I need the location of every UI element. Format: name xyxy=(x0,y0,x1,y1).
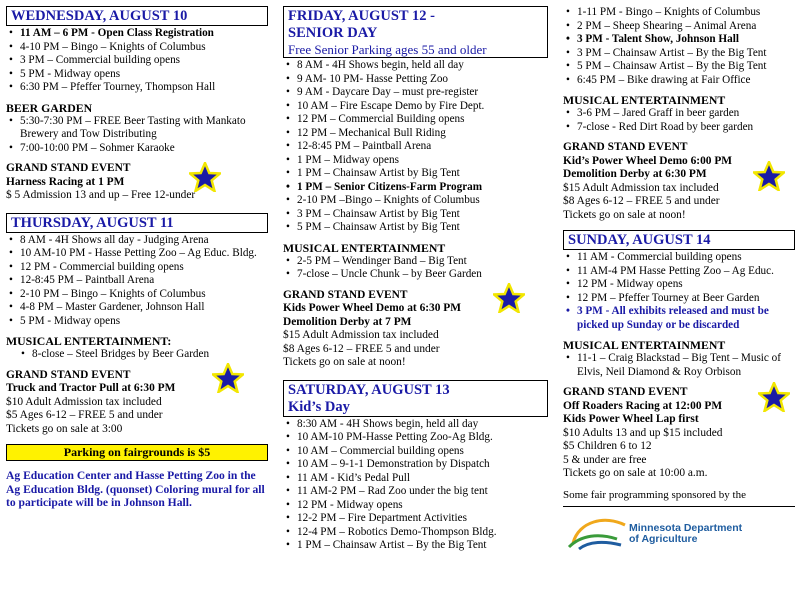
list-item: • 7-close – Uncle Chunk – by Beer Garden xyxy=(283,268,548,282)
list-item: • 3-6 PM – Jared Graff in beer garden xyxy=(563,107,795,121)
list-item: • 10 AM – Commercial building opens xyxy=(283,445,548,459)
wednesday-list xyxy=(6,27,268,95)
star-icon xyxy=(189,162,221,192)
list-item: • 2 PM – Sheep Shearing – Animal Arena xyxy=(563,20,795,34)
friday-header xyxy=(283,6,548,58)
list-item: • 11 AM-4 PM Hasse Petting Zoo – Ag Educ. xyxy=(563,265,795,279)
list-item: • 10 AM – 9-1-1 Demonstration by Dispatch xyxy=(283,458,548,472)
thursday-list xyxy=(6,234,268,329)
thursday-music-list xyxy=(6,348,268,362)
grand-stand-line: Tickets go on sale at 10:00 a.m. xyxy=(563,467,708,479)
list-item: • 8 AM - 4H Shows begin, held all day xyxy=(283,59,548,73)
list-item: • 11 AM-2 PM – Rad Zoo under the big tent xyxy=(283,485,548,499)
wednesday-header: WEDNESDAY, AUGUST 10 xyxy=(6,6,268,26)
column-middle xyxy=(283,6,548,553)
list-item: • 8:30 AM - 4H Shows begin, held all day xyxy=(283,418,548,432)
musical-entertainment-heading: MUSICAL ENTERTAINMENT xyxy=(563,93,726,107)
grand-stand-line: Tickets go on sale at noon! xyxy=(563,208,686,221)
grand-stand-event: Truck and Tractor Pull at 6:30 PM xyxy=(6,382,176,394)
list-item: • 11 AM - Commercial building opens xyxy=(563,251,795,265)
saturday-music-list xyxy=(563,107,795,134)
grand-stand-event: Off Roaders Racing at 12:00 PM xyxy=(563,399,723,412)
friday-title: FRIDAY, AUGUST 12 - xyxy=(288,8,435,24)
musical-entertainment-heading: MUSICAL ENTERTAINMENT: xyxy=(6,334,172,348)
list-item: • 5 PM - Midway opens xyxy=(6,315,268,329)
star-icon xyxy=(753,161,785,191)
list-item: • 4-10 PM – Bingo – Knights of Columbus xyxy=(6,41,268,55)
mda-logo-icon xyxy=(565,513,629,551)
friday-list xyxy=(283,59,548,235)
grand-stand-event: Demolition Derby at 7 PM xyxy=(283,315,412,328)
list-item: • 5:30-7:30 PM – FREE Beer Tasting with Mankato Brewery and Tow Distributing xyxy=(6,115,268,142)
saturday-title: SATURDAY, AUGUST 13 xyxy=(288,381,450,398)
grand-stand-event: Harness Racing at 1 PM xyxy=(6,175,125,188)
list-item: • 3 PM – Commercial building opens xyxy=(6,54,268,68)
grand-stand-line: $8 Ages 6-12 – FREE 5 and under xyxy=(283,342,440,355)
list-item: • 11-1 – Craig Blackstad – Big Tent – Music of Elvis, Neil Diamond & Roy Orbison xyxy=(563,352,795,379)
grand-stand-line: $10 Adults 13 and up $15 included xyxy=(563,426,723,439)
grand-stand-heading: GRAND STAND EVENT xyxy=(283,288,408,301)
list-item: • 4-8 PM – Master Gardener, Johnson Hall xyxy=(6,301,268,315)
list-item: • 1 PM – Chainsaw Artist – By the Big Tent xyxy=(283,539,548,553)
grand-stand-event: Demolition Derby at 6:30 PM xyxy=(563,168,707,180)
list-item: • 3 PM - Talent Show, Johnson Hall xyxy=(563,33,795,47)
list-item: • 1 PM – Midway opens xyxy=(283,154,548,168)
grand-stand-line: Tickets go on sale at noon! xyxy=(283,356,406,368)
list-item: • 9 AM- 10 PM- Hasse Petting Zoo xyxy=(283,73,548,87)
grand-stand-line: $5 Children 6 to 12 xyxy=(563,440,652,452)
grand-stand-saturday xyxy=(563,141,795,222)
grand-stand-admission: $ 5 Admission 13 and up – Free 12-under xyxy=(6,189,196,201)
grand-stand-thursday xyxy=(6,369,268,437)
sponsor-note: Some fair programming sponsored by the xyxy=(563,489,795,507)
grand-stand-line: $15 Adult Admission tax included xyxy=(563,181,719,194)
grand-stand-friday xyxy=(283,289,548,370)
column-right xyxy=(563,6,795,551)
list-item: • 6:45 PM – Bike drawing at Fair Office xyxy=(563,74,795,88)
grand-stand-heading: GRAND STAND EVENT xyxy=(563,386,688,398)
list-item: • 10 AM-10 PM-Hasse Petting Zoo-Ag Bldg. xyxy=(283,431,548,445)
friday-subtitle: Free Senior Parking ages 55 and older xyxy=(288,42,487,57)
list-item: • 7-close - Red Dirt Road by beer garden xyxy=(563,121,795,135)
grand-stand-line: 5 & under are free xyxy=(563,453,647,466)
star-icon xyxy=(493,283,525,313)
grand-stand-heading: GRAND STAND EVENT xyxy=(563,141,688,153)
saturday-list-continued xyxy=(563,6,795,87)
list-item: • 12 PM - Midway opens xyxy=(283,499,548,513)
list-item: • 12-8:45 PM – Paintball Arena xyxy=(283,140,548,154)
list-item: • 3 PM – Chainsaw Artist – By the Big Tent xyxy=(563,47,795,61)
list-item: • 1 PM – Chainsaw Artist by Big Tent xyxy=(283,167,548,181)
grand-stand-line: Tickets go on sale at 3:00 xyxy=(6,422,123,435)
sunday-music-list xyxy=(563,352,795,379)
list-item: • 2-10 PM –Bingo – Knights of Columbus xyxy=(283,194,548,208)
friday-music-list xyxy=(283,255,548,282)
list-item: • 12-8:45 PM – Paintball Arena xyxy=(6,274,268,288)
grand-stand-line: $15 Adult Admission tax included xyxy=(283,329,439,341)
saturday-subtitle: Kid’s Day xyxy=(288,398,350,415)
list-item: • 2-10 PM – Bingo – Knights of Columbus xyxy=(6,288,268,302)
sunday-list xyxy=(563,251,795,332)
beer-garden-list xyxy=(6,115,268,156)
list-item: • 2-5 PM – Wendinger Band – Big Tent xyxy=(283,255,548,269)
list-item: • 12-2 PM – Fire Department Activities xyxy=(283,512,548,526)
saturday-list xyxy=(283,418,548,553)
grand-stand-wednesday xyxy=(6,162,268,203)
list-item-exhibits-release: • 3 PM - All exhibits released and must be picked up Sunday or be discarded xyxy=(563,305,795,332)
saturday-header xyxy=(283,380,548,417)
list-item: • 11 AM – 6 PM - Open Class Registration xyxy=(6,27,268,41)
grand-stand-line: $8 Ages 6-12 – FREE 5 and under xyxy=(563,195,720,207)
list-item: • 12 PM - Commercial building opens xyxy=(6,261,268,275)
parking-notice: Parking on fairgrounds is $5 xyxy=(6,444,268,461)
grand-stand-sunday xyxy=(563,386,795,481)
list-item: • 8-close – Steel Bridges by Beer Garden xyxy=(6,348,268,362)
grand-stand-heading: GRAND STAND EVENT xyxy=(6,162,131,174)
list-item: • 9 AM - Daycare Day – must pre-register xyxy=(283,86,548,100)
friday-title-2: SENIOR DAY xyxy=(288,25,378,41)
list-item: • 3 PM – Chainsaw Artist by Big Tent xyxy=(283,208,548,222)
sunday-header: SUNDAY, AUGUST 14 xyxy=(563,230,795,250)
grand-stand-heading: GRAND STAND EVENT xyxy=(6,368,131,381)
list-item: • 5 PM – Chainsaw Artist – By the Big Tent xyxy=(563,60,795,74)
list-item: • 12-4 PM – Robotics Demo-Thompson Bldg. xyxy=(283,526,548,540)
mda-logo-text: Minnesota Department of Agriculture xyxy=(629,521,743,545)
list-item: • 1 PM – Senior Citizens-Farm Program xyxy=(283,181,548,195)
grand-stand-event: Kids Power Wheel Demo at 6:30 PM xyxy=(283,302,462,314)
list-item: • 12 PM - Midway opens xyxy=(563,278,795,292)
list-item: • 12 PM – Commercial Building opens xyxy=(283,113,548,127)
list-item: • 5 PM - Midway opens xyxy=(6,68,268,82)
mda-logo xyxy=(563,513,795,551)
star-icon xyxy=(212,363,244,393)
musical-entertainment-heading: MUSICAL ENTERTAINMENT xyxy=(563,338,726,352)
musical-entertainment-heading: MUSICAL ENTERTAINMENT xyxy=(283,240,446,255)
ag-education-note: Ag Education Center and Hasse Petting Zoo in the Ag Education Bldg. (quonset) Coloring mural for all to participate will be in Johnson Hall. xyxy=(6,469,265,510)
list-item: • 10 AM-10 PM - Hasse Petting Zoo – Ag Educ. Bldg. xyxy=(6,247,268,261)
column-left xyxy=(6,6,268,510)
list-item: • 12 PM – Pfeffer Tourney at Beer Garden xyxy=(563,292,795,306)
grand-stand-event: Kids Power Wheel Lap first xyxy=(563,413,699,425)
list-item: • 11 AM - Kid’s Pedal Pull xyxy=(283,472,548,486)
list-item: • 8 AM - 4H Shows all day - Judging Arena xyxy=(6,234,268,248)
list-item: • 1-11 PM - Bingo – Knights of Columbus xyxy=(563,6,795,20)
star-icon xyxy=(758,382,790,412)
beer-garden-heading: BEER GARDEN xyxy=(6,100,93,115)
thursday-header: THURSDAY, AUGUST 11 xyxy=(6,213,268,233)
grand-stand-line: $5 Ages 6-12 – FREE 5 and under xyxy=(6,409,163,421)
grand-stand-line: $10 Adult Admission tax included xyxy=(6,395,162,408)
list-item: • 10 AM – Fire Escape Demo by Fire Dept. xyxy=(283,100,548,114)
list-item: • 5 PM – Chainsaw Artist by Big Tent xyxy=(283,221,548,235)
grand-stand-event: Kid’s Power Wheel Demo 6:00 PM xyxy=(563,154,733,167)
list-item: • 12 PM – Mechanical Bull Riding xyxy=(283,127,548,141)
list-item: • 7:00-10:00 PM – Sohmer Karaoke xyxy=(6,142,268,156)
list-item: • 6:30 PM – Pfeffer Tourney, Thompson Hall xyxy=(6,81,268,95)
